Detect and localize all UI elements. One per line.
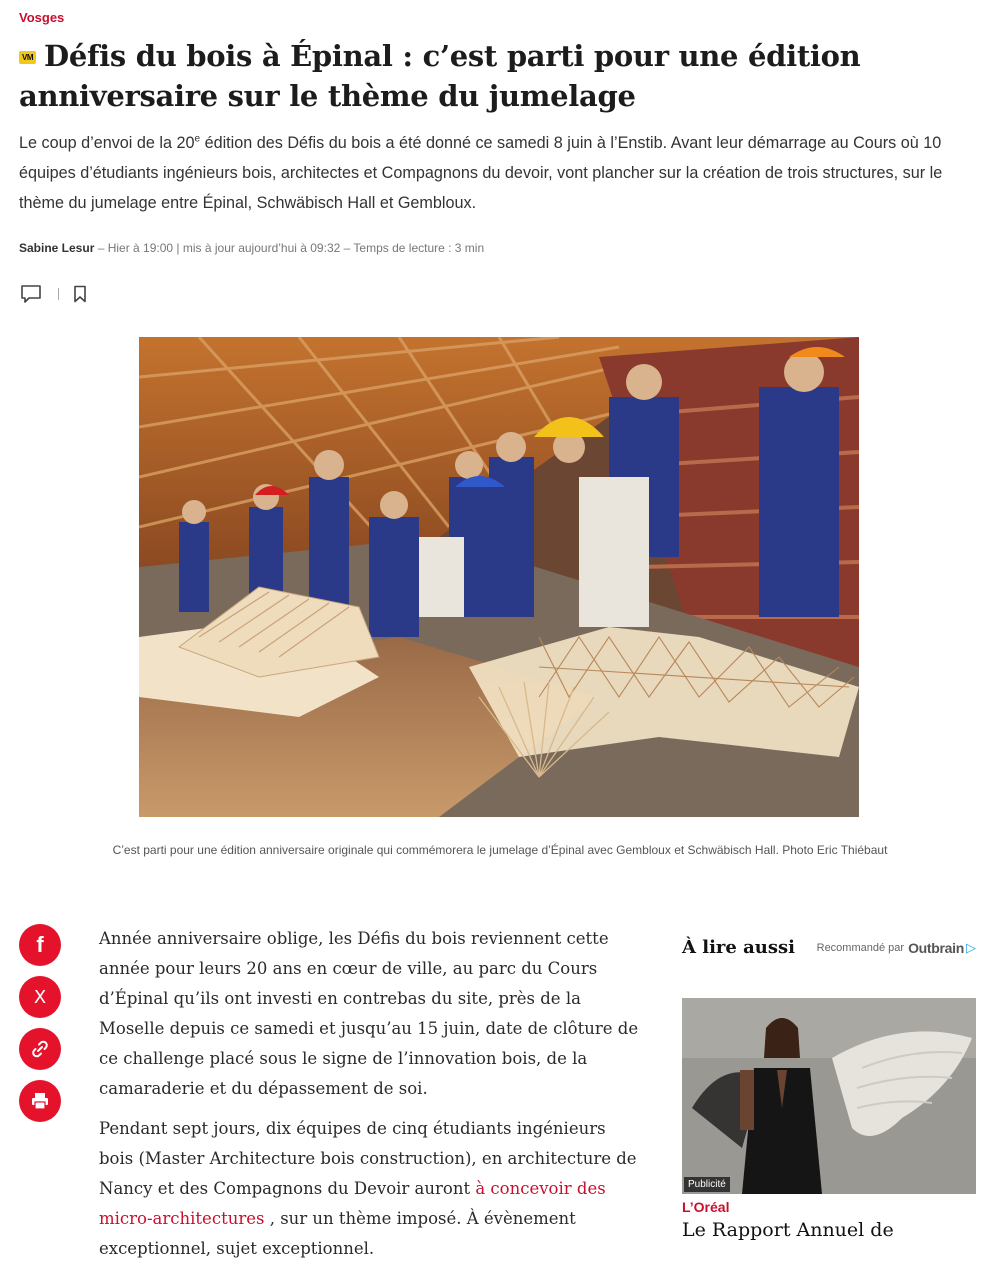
sponsored-illustration	[682, 998, 976, 1194]
adchoices-icon: ▷	[966, 939, 976, 955]
share-facebook-button[interactable]	[19, 924, 61, 966]
paragraph-1: Année anniversaire oblige, les Défis du bois reviennent cette année pour leurs 20 ans en cœur de ville, au parc du Cours d’Épinal qu’ils ont investi en contrebas du site, près de la Moselle depuis ce samedi et jusqu’au 15 juin, date de clôture de ce challenge placé sous le signe de l’innovation bois, de la camaraderie et du dépassement de soi.	[99, 929, 639, 1098]
lead-part-1: Le coup d’envoi de la 20	[19, 134, 195, 152]
article-title-text: Défis du bois à Épinal : c’est parti pour une édition anniversaire sur le thème du jumelage	[19, 39, 861, 113]
copy-link-button[interactable]	[19, 1028, 61, 1070]
author-name[interactable]: Sabine Lesur	[19, 241, 95, 255]
facebook-icon: f	[36, 932, 44, 957]
link-icon	[30, 1039, 50, 1059]
article-actions	[20, 283, 91, 305]
article-body	[99, 924, 644, 1274]
share-x-button[interactable]	[19, 976, 61, 1018]
byline	[19, 241, 484, 255]
related-sidebar	[682, 937, 976, 1241]
photo-caption: C’est parti pour une édition anniversaire originale qui commémorera le jumelage d’Épinal avec Gembloux et Schwäbisch Hall. Photo Eric Thiébaut	[112, 843, 888, 857]
sponsored-image[interactable]	[682, 998, 976, 1194]
advertising-badge: Publicité	[684, 1177, 730, 1192]
category-link[interactable]: Vosges	[19, 10, 65, 25]
vm-premium-badge: VM	[19, 51, 36, 64]
paragraph-2-text: Pendant sept jours, dix équipes de cinq étudiants ingénieurs bois (Master Architecture bois construction), en architecture de Nancy et des Compagnons du Devoir auront	[99, 1119, 637, 1198]
share-bar	[19, 924, 61, 1132]
micro-architectures-link[interactable]: à concevoir des micro-architectures	[99, 1179, 606, 1228]
x-icon: X	[33, 986, 47, 1008]
publish-meta: – Hier à 19:00 | mis à jour aujourd’hui à 09:32 – Temps de lecture : 3 min	[94, 241, 485, 255]
comment-icon[interactable]	[20, 283, 42, 305]
outbrain-attribution[interactable]	[817, 940, 976, 956]
recommended-label: Recommandé par	[816, 941, 905, 954]
actions-divider	[58, 288, 59, 300]
sidebar-header	[682, 937, 976, 958]
photo-illustration	[139, 337, 859, 817]
outbrain-logo: Outbrain	[908, 939, 964, 956]
lead-part-2: édition des Défis du bois a été donné ce samedi 8 juin à l’Enstib. Avant leur démarrage au Cours où 10 équipes d’étudiants ingénieurs bois, architectes et Compagnons du devoir, vont plancher sur la création de trois structures, sur le thème du jumelage entre Épinal, Schwäbisch Hall et Gembloux.	[19, 134, 943, 212]
sidebar-title: À lire aussi	[682, 937, 795, 958]
bookmark-icon[interactable]	[69, 283, 91, 305]
paragraph-2-end: , sur un thème imposé. À évènement exceptionnel, sujet exceptionnel.	[99, 1209, 576, 1258]
print-button[interactable]	[19, 1080, 61, 1122]
lead-superscript: e	[194, 133, 201, 145]
article-photo[interactable]	[139, 337, 859, 817]
sponsored-headline[interactable]: Le Rapport Annuel de	[682, 1219, 894, 1241]
article-title	[19, 36, 979, 116]
article-lead	[19, 128, 979, 218]
sponsor-name[interactable]: L’Oréal	[682, 1199, 730, 1215]
print-icon	[30, 1091, 50, 1111]
paragraph-2	[99, 1114, 644, 1264]
